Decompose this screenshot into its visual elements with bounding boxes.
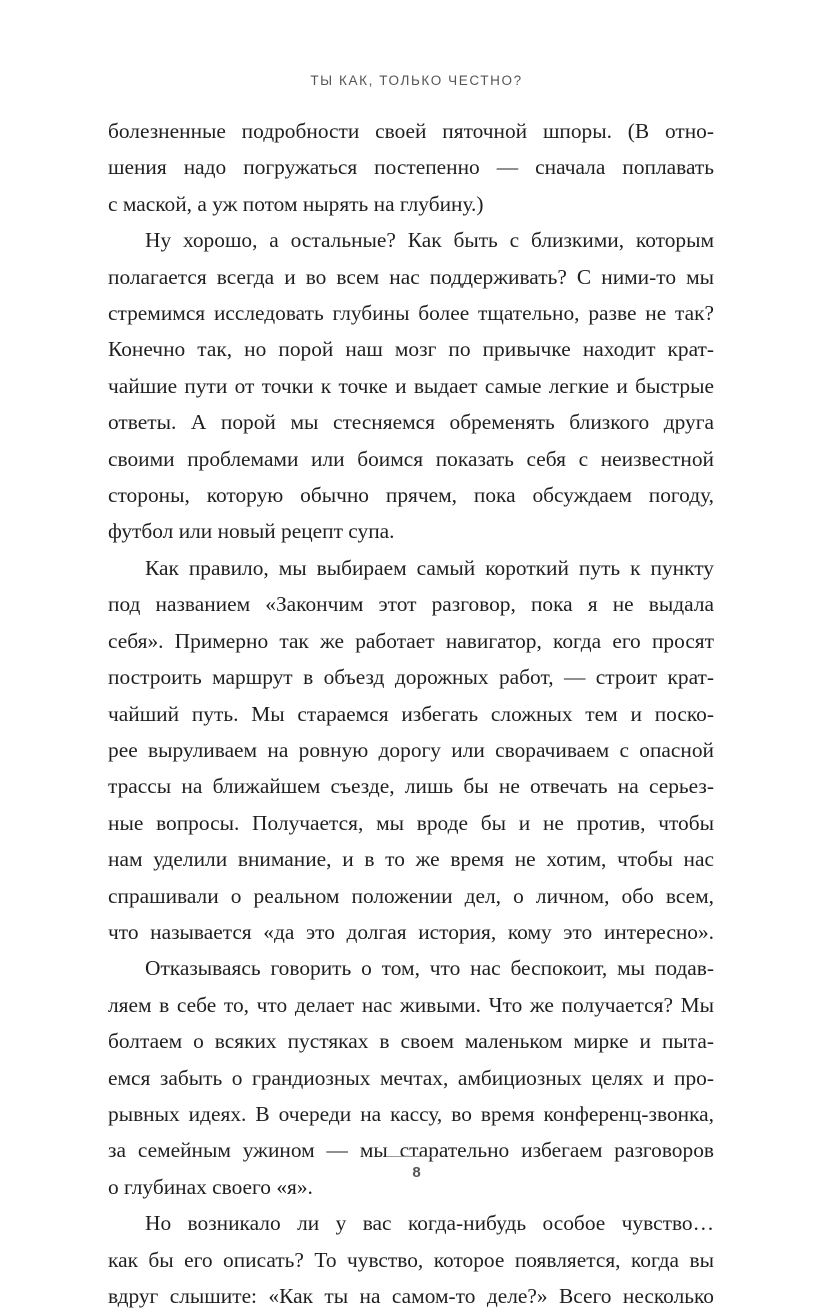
text-line: чайший путь. Мы стараемся избегать сложных тем и поско- [108,701,714,726]
text-line: стороны, которую обычно прячем, пока обсуждаем погоду, [108,483,714,508]
paragraph-1 [108,113,714,222]
text-line: рее выруливаем на ровную дорогу или сворачиваем с опасной [108,737,714,762]
text-line: нам уделили внимание, и в то же время не хотим, чтобы нас [108,847,714,872]
text-line: футбол или новый рецепт супа. [108,519,395,544]
text-line: Конечно так, но порой наш мозг по привычке находит крат- [108,337,714,362]
text-line: ные вопросы. Получается, мы вроде бы и не против, чтобы [108,810,714,835]
text-line: вдруг слышите: «Как ты на самом-то деле?» Всего несколько [108,1284,714,1308]
text-line: рывных идеях. В очереди на кассу, во время конференц-звонка, [108,1101,714,1126]
text-line: чайшие пути от точки к точке и выдает самые легкие и быстрые [108,373,714,398]
text-line: емся забыть о грандиозных мечтах, амбициозных целях и про- [108,1065,714,1090]
text-line: трассы на ближайшем съезде, лишь бы не отвечать на серьез- [108,774,714,799]
text-line: Как правило, мы выбираем самый короткий путь к пункту [145,555,714,580]
paragraph-3 [108,550,714,950]
text-line: что называется «да это долгая история, кому это интересно». [108,919,714,944]
text-line: стремимся исследовать глубины более тщательно, разве не так? [108,301,714,326]
text-line: Но возникало ли у вас когда-нибудь особое чувство… [145,1211,714,1236]
text-line: полагается всегда и во всем нас поддерживать? С ними-то мы [108,264,714,289]
running-header: ТЫ КАК, ТОЛЬКО ЧЕСТНО? [310,73,523,88]
text-line: своими проблемами или боимся показать себя с неизвестной [108,446,714,471]
text-line: спрашивали о реальном положении дел, о личном, обо всем, [108,883,714,908]
text-line: ответы. А порой мы стесняемся обременять близкого друга [108,410,714,435]
text-line: Ну хорошо, а остальные? Как быть с близкими, которым [145,228,714,253]
text-line: ляем в себе то, что делает нас живыми. Что же получается? Мы [108,992,714,1017]
text-line: под названием «Закончим этот разговор, пока я не выдала [108,592,714,617]
text-line: шения надо погружаться постепенно — сначала поплавать [108,155,714,180]
text-line: Отказываясь говорить о том, что нас беспокоит, мы подав- [145,956,714,981]
page-number: 8 [412,1164,421,1181]
text-line: себя». Примерно так же работает навигатор, когда его просят [108,628,714,653]
text-line: болезненные подробности своей пяточной шпоры. (В отно- [108,119,714,143]
text-line: построить маршрут в объезд дорожных работ, — строит крат- [108,665,714,690]
paragraph-2 [108,222,714,550]
text-line: как бы его описать? То чувство, которое появляется, когда вы [108,1247,714,1272]
text-line: о глубинах своего «я». [108,1174,313,1199]
paragraph-5 [108,1205,714,1314]
text-line: за семейным ужином — мы старательно избегаем разговоров [108,1138,714,1163]
body-text [108,113,714,1314]
text-line: с маской, а уж потом нырять на глубину.) [108,191,484,216]
footer-rule [386,1156,438,1157]
text-line: болтаем о всяких пустяках в своем маленьком мирке и пыта- [108,1029,714,1054]
